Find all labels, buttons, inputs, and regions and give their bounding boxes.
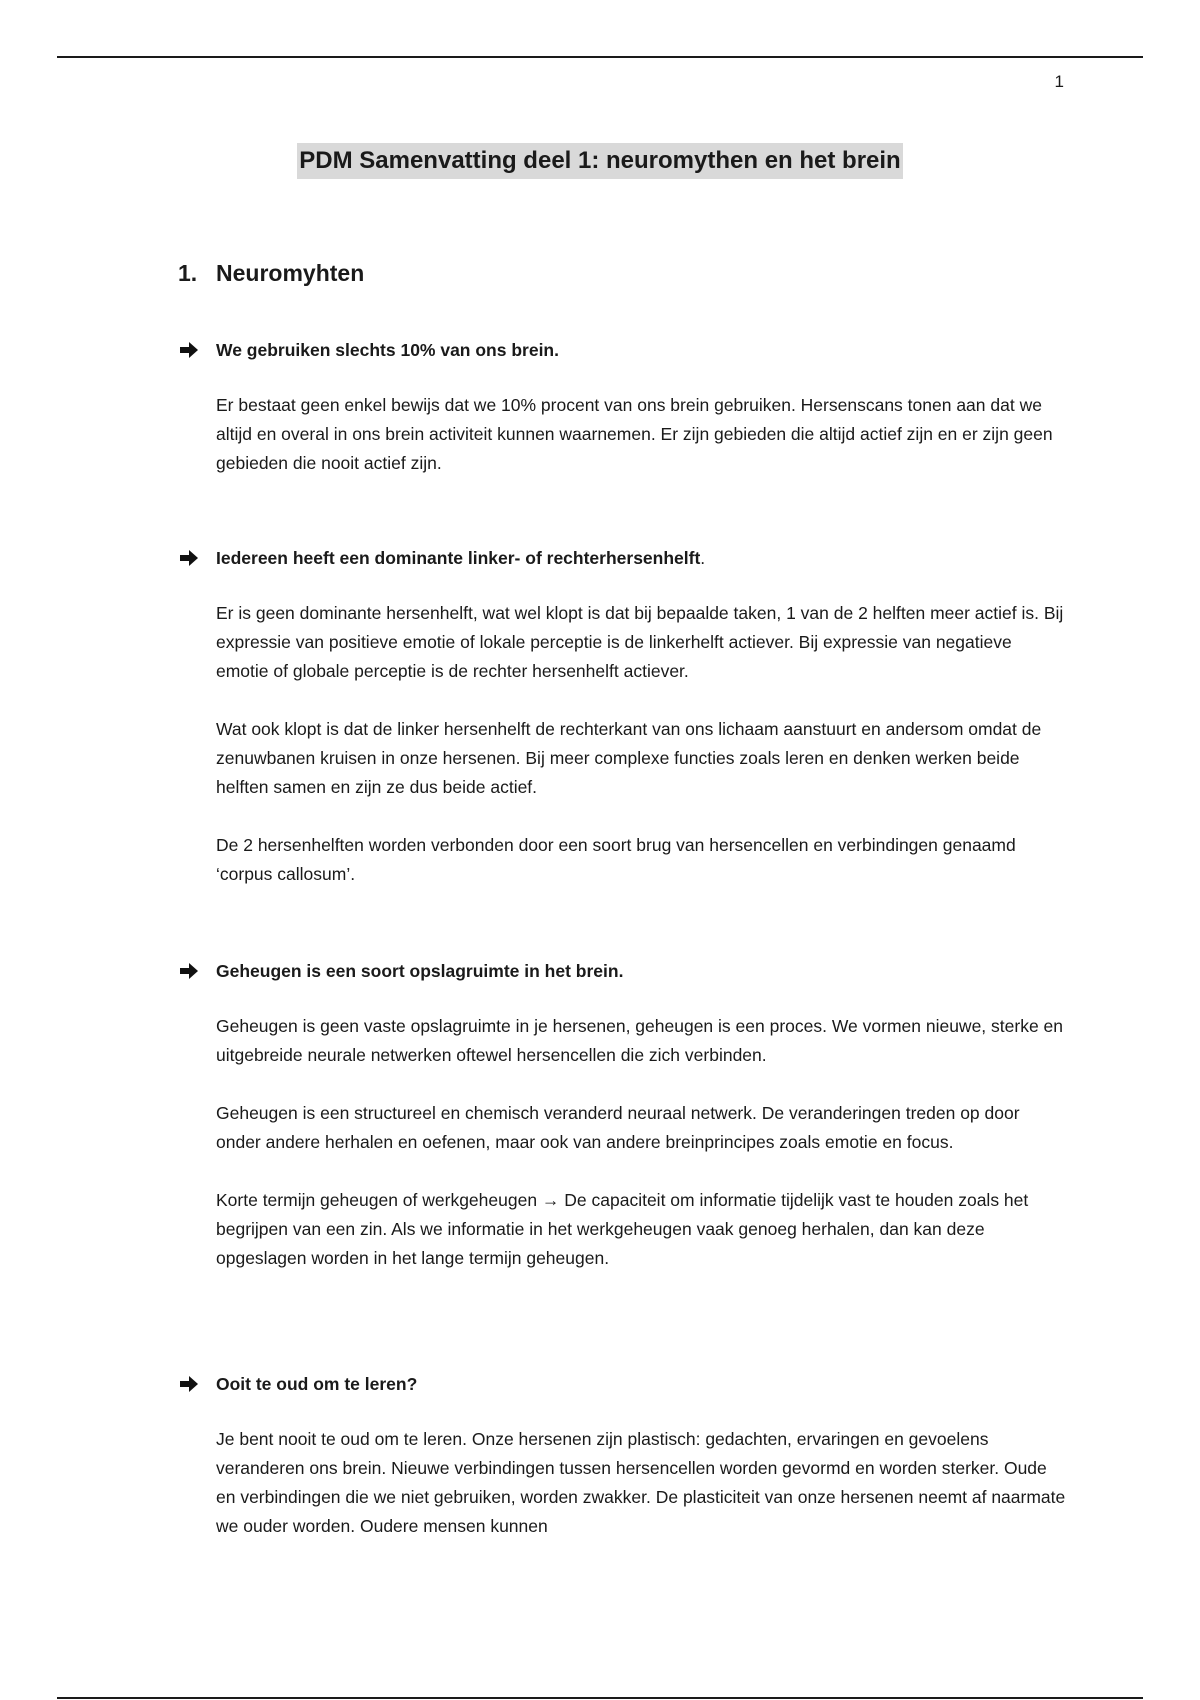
paragraph: De 2 hersenhelften worden verbonden door een soort brug van hersencellen en verbindingen genaamd ‘corpus callosum’. (216, 835, 1016, 884)
myth-heading-text: Geheugen is een soort opslagruimte in het brein. (216, 960, 624, 981)
section-title: Neuromyhten (216, 260, 365, 286)
paragraph: Er is geen dominante hersenhelft, wat wel klopt is dat bij bepaalde taken, 1 van de 2 helften meer actief is. Bij expressie van positieve emotie of lokale perceptie is de linkerhelft actiever. Bij expressie van negatieve emotie of globale perceptie is de rechter hersenhelft actiever. (216, 603, 1064, 681)
myth-heading (178, 1371, 1078, 1397)
myth-heading (178, 545, 1078, 571)
paragraph: Geheugen is een structureel en chemisch veranderd neuraal netwerk. De veranderingen treden op door onder andere herhalen en oefenen, maar ook van andere breinprincipes zoals emotie en focus. (216, 1103, 1020, 1152)
bottom-rule (57, 1697, 1143, 1699)
section-heading (178, 260, 364, 287)
document-title: PDM Samenvatting deel 1: neuromythen en het brein (297, 143, 902, 179)
arrow-right-icon (178, 341, 216, 359)
paragraph: Wat ook klopt is dat de linker hersenhelft de rechterkant van ons lichaam aanstuurt en andersom omdat de zenuwbanen kruisen in onze hersenen. Bij meer complexe functies zoals leren en denken werken beide helften samen en zijn ze dus beide actief. (216, 719, 1042, 797)
myth-heading (178, 958, 1078, 984)
top-rule (57, 56, 1143, 58)
arrow-right-icon (178, 1375, 216, 1393)
myth-block (178, 545, 1078, 889)
paragraph: Geheugen is geen vaste opslagruimte in je hersenen, geheugen is een proces. We vormen nieuwe, sterke en uitgebreide neurale netwerken oftewel hersencellen die zich verbinden. (216, 1016, 1064, 1065)
arrow-right-icon (178, 549, 216, 567)
arrow-right-icon (178, 962, 216, 980)
myth-block (178, 1371, 1078, 1541)
page-number: 1 (1054, 72, 1064, 91)
myth-block (178, 958, 1078, 1273)
myth-block (178, 337, 1078, 478)
myth-heading-text: Ooit te oud om te leren? (216, 1373, 418, 1394)
paragraph: Er bestaat geen enkel bewijs dat we 10% procent van ons brein gebruiken. Hersenscans tonen aan dat we altijd en overal in ons brein activiteit kunnen waarnemen. Er zijn gebieden die altijd actief zijn en er zijn geen gebieden die nooit actief zijn. (216, 395, 1053, 473)
myth-heading-text: Iedereen heeft een dominante linker- of rechterhersenhelft. (216, 547, 706, 568)
paragraph: Korte termijn geheugen of werkgeheugen → De capaciteit om informatie tijdelijk vast te houden zoals het begrijpen van een zin. Als we informatie in het werkgeheugen vaak genoeg herhalen, dan kan deze opgeslagen worden in het lange termijn geheugen. (216, 1190, 1029, 1268)
title-container (0, 143, 1200, 179)
myth-heading (178, 337, 1078, 363)
section-number: 1. (178, 260, 198, 286)
myth-heading-text: We gebruiken slechts 10% van ons brein. (216, 339, 559, 360)
paragraph: Je bent nooit te oud om te leren. Onze hersenen zijn plastisch: gedachten, ervaringen en gevoelens veranderen ons brein. Nieuwe verbindingen tussen hersencellen worden gevormd en worden sterker. Oude en verbindingen die we niet gebruiken, worden zwakker. De plasticiteit van onze hersenen neemt af naarmate we ouder worden. Oudere mensen kunnen (216, 1429, 1066, 1536)
